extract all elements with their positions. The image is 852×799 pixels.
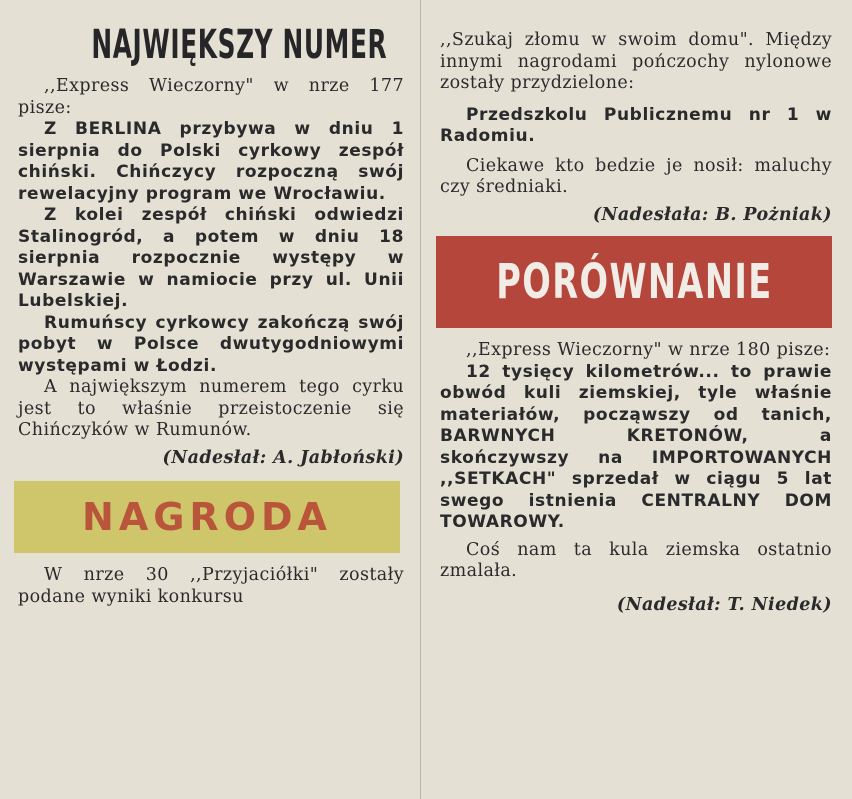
right-column [440,0,832,622]
headline-najwiekszy-numer: NAJWIĘKSZY NUMER [91,22,388,68]
paragraph: Coś nam ta kula ziemska ostatnio zmalała. [440,539,832,581]
left-column [18,0,404,608]
paragraph: A największym numerem tego cyrku jest to właśnie przeistoczenie się Chińczyków w Rumunów. [18,377,404,440]
signature: (Nadesłał: A. Jabłoński) [162,447,404,468]
banner-title: PORÓWNANIE [495,254,773,310]
banner-title: NAGRODA [82,495,332,539]
paragraph-bold: Z BERLINA przybywa w dniu 1 sierpnia do Polski cyrkowy zespół chiński. Chińczycy rozpoczną swój rewelacyjny program we Wrocławiu. [18,119,404,204]
paragraph: ,,Express Wieczorny" w nrze 180 pisze: [466,340,831,360]
banner-nagroda [14,481,400,553]
banner-porownanie [436,236,832,328]
paragraph: ,,Szukaj złomu w swoim domu". Między innymi nagrodami pończochy nylonowe zostały przydzielone: [440,30,832,93]
paragraph-bold: Rumuńscy cyrkowcy zakończą swój pobyt w Polsce dwutygodniowymi występami w Łodzi. [18,312,404,376]
paragraph: W nrze 30 ,,Przyjaciółki" zostały podane wyniki konkursu [18,565,404,607]
signature: (Nadesłała: B. Pożniak) [592,204,832,225]
paragraph-bold: Z kolei zespół chiński odwiedzi Stalinogród, a potem w dniu 18 sierpnia rozpocznie występy w Warszawie w namiocie przy ul. Unii Lubelskiej. [18,205,404,311]
paragraph: ,,Express Wieczorny" w nrze 177 pisze: [18,76,404,118]
column-divider [420,0,421,799]
paragraph: Ciekawe kto bedzie je nosił: maluchy czy średniaki. [440,155,832,197]
paragraph-bold: 12 tysięcy kilometrów... to prawie obwód kuli ziemskiej, tyle właśnie materiałów, począwszy od tanich, BARWNYCH KRETONÓW, a skończywszy na IMPORTOWANYCH ,,SETKACH" sprzedał w ciągu 5 lat swego istnienia CENTRALNY DOM TOWAROWY. [440,361,832,532]
paragraph-bold: Przedszkolu Publicznemu nr 1 w Radomiu. [440,104,832,146]
signature: (Nadesłał: T. Niedek) [616,594,832,615]
